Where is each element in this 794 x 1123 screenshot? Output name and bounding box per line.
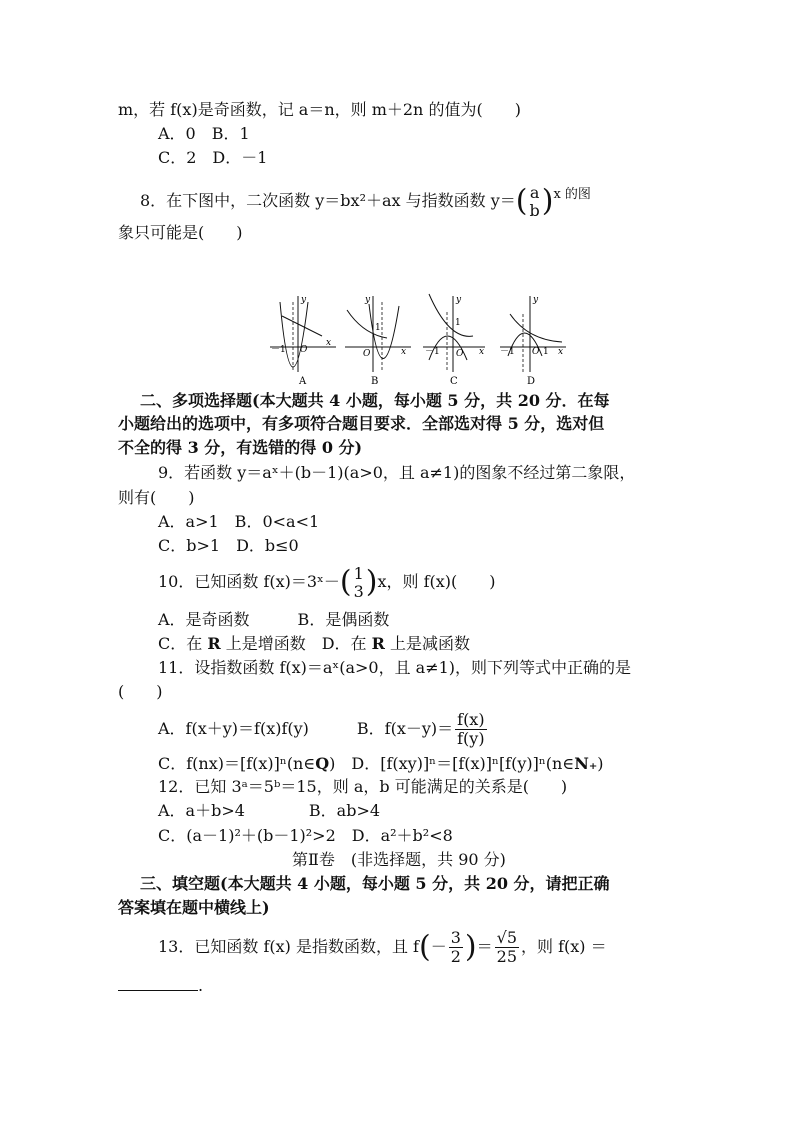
section-3-heading-line2: 答案填在题中横线上) <box>118 898 270 917</box>
graph-a <box>270 295 336 387</box>
q10-options-ab: A．是奇函数 B．是偶函数 <box>158 610 390 629</box>
svg-text:1: 1 <box>543 347 549 357</box>
graph-b-label: B <box>371 376 379 387</box>
q7-tail: m，若 f(x)是奇函数，记 a＝n，则 m＋2n 的值为( ) <box>118 100 521 119</box>
svg-text:O: O <box>363 349 371 359</box>
q12-options-cd: C．(a－1)²＋(b－1)²>2 D．a²＋b²<8 <box>158 826 453 845</box>
q7-options-ab: A．0 B．1 <box>158 124 250 143</box>
q11-stem-end: ( ) <box>118 682 163 701</box>
svg-text:－1: －1 <box>500 347 515 357</box>
graph-c-label: C <box>450 376 458 387</box>
q8-fraction: a b <box>529 182 540 220</box>
q7-options-cd: C．2 D．－1 <box>158 148 268 167</box>
q10-stem: 10．已知函数 f(x)＝3ˣ－( 1 3 )x，则 f(x)( ) <box>158 563 496 601</box>
svg-text:－1: －1 <box>425 347 440 357</box>
graph-a-label: A <box>299 376 307 387</box>
q12-stem: 12．已知 3ᵃ＝5ᵇ＝15，则 a，b 可能满足的关系是( ) <box>158 777 568 796</box>
section-2-heading-line2: 小题给出的选项中，有多项符合题目要求．全部选对得 5 分，选对但 <box>118 414 605 433</box>
graph-d <box>500 295 566 387</box>
q12-options-ab: A．a＋b>4 B．ab>4 <box>158 801 381 820</box>
svg-text:1: 1 <box>375 323 381 333</box>
q9-options-ab: A．a>1 B．0<a<1 <box>158 512 320 531</box>
section-3-heading: 三、填空题(本大题共 4 小题，每小题 5 分，共 20 分，请把正确 <box>140 874 610 893</box>
q13-answer-line[interactable]: . <box>118 975 203 997</box>
section-2-heading: 二、多项选择题(本大题共 4 小题，每小题 5 分，共 20 分．在每 <box>140 391 610 410</box>
q8-figure <box>268 292 568 388</box>
q13-stem: 13．已知函数 f(x) 是指数函数，且 f(－ $\frac{3}{2}$ )＝ $\frac{√5}{25}$ ，则 f(x) ＝ <box>158 928 607 966</box>
q11-options-cd: C．f(nx)＝[f(x)]ⁿ(n∈Q) D．[f(xy)]ⁿ＝[f(x)]ⁿ[f(y)]ⁿ(n∈N₊) <box>158 754 604 773</box>
q11-stem: 11．设指数函数 f(x)＝aˣ(a>0，且 a≠1)，则下列等式中正确的是 <box>158 658 632 677</box>
q9-stem: 9．若函数 y＝aˣ＋(b－1)(a>0，且 a≠1)的图象不经过第二象限， <box>158 463 636 482</box>
svg-text:x: x <box>479 347 485 357</box>
graph-c <box>423 294 485 387</box>
q11-fraction: $\frac{f(x)}{f(y)}$ <box>457 710 485 748</box>
q13-value-fraction: $\frac{√5}{25}$ <box>496 928 518 966</box>
answer-blank[interactable] <box>118 990 198 991</box>
svg-text:O: O <box>456 349 464 359</box>
svg-text:y: y <box>456 295 462 305</box>
svg-text:y: y <box>533 295 539 305</box>
svg-text:1: 1 <box>455 318 461 328</box>
section-2-heading-line3: 不全的得 3 分，有选错的得 0 分) <box>118 438 363 457</box>
svg-text:x: x <box>401 347 407 357</box>
q10-options-cd: C．在 R 上是增函数 D．在 R 上是减函数 <box>158 634 471 653</box>
svg-text:－1: －1 <box>271 345 286 355</box>
q9-options-cd: C．b>1 D．b≤0 <box>158 536 299 555</box>
svg-text:x: x <box>326 338 332 348</box>
part-2-title: 第Ⅱ卷 (非选择题，共 90 分) <box>292 850 506 869</box>
svg-text:x: x <box>558 347 564 357</box>
q13-inner-fraction: $\frac{3}{2}$ <box>450 928 461 966</box>
q9-stem-end: 则有( ) <box>118 488 195 507</box>
svg-text:O: O <box>300 345 308 355</box>
q8-stem: 8．在下图中，二次函数 y＝bx²＋ax 与指数函数 y＝( a b )$^{x 的图}$ <box>140 182 591 220</box>
q8-stem-end: 象只可能是( ) <box>118 223 243 242</box>
svg-text:O: O <box>532 347 540 357</box>
graph-b <box>345 295 411 387</box>
q10-fraction: 1 3 <box>353 563 364 601</box>
svg-text:y: y <box>365 295 371 305</box>
svg-text:y: y <box>301 295 307 305</box>
graph-d-label: D <box>527 376 536 387</box>
q11-options-ab: A．f(x＋y)＝f(x)f(y) B．f(x－y)＝ $\frac{f(x)}{f(y)}$ <box>158 710 485 748</box>
